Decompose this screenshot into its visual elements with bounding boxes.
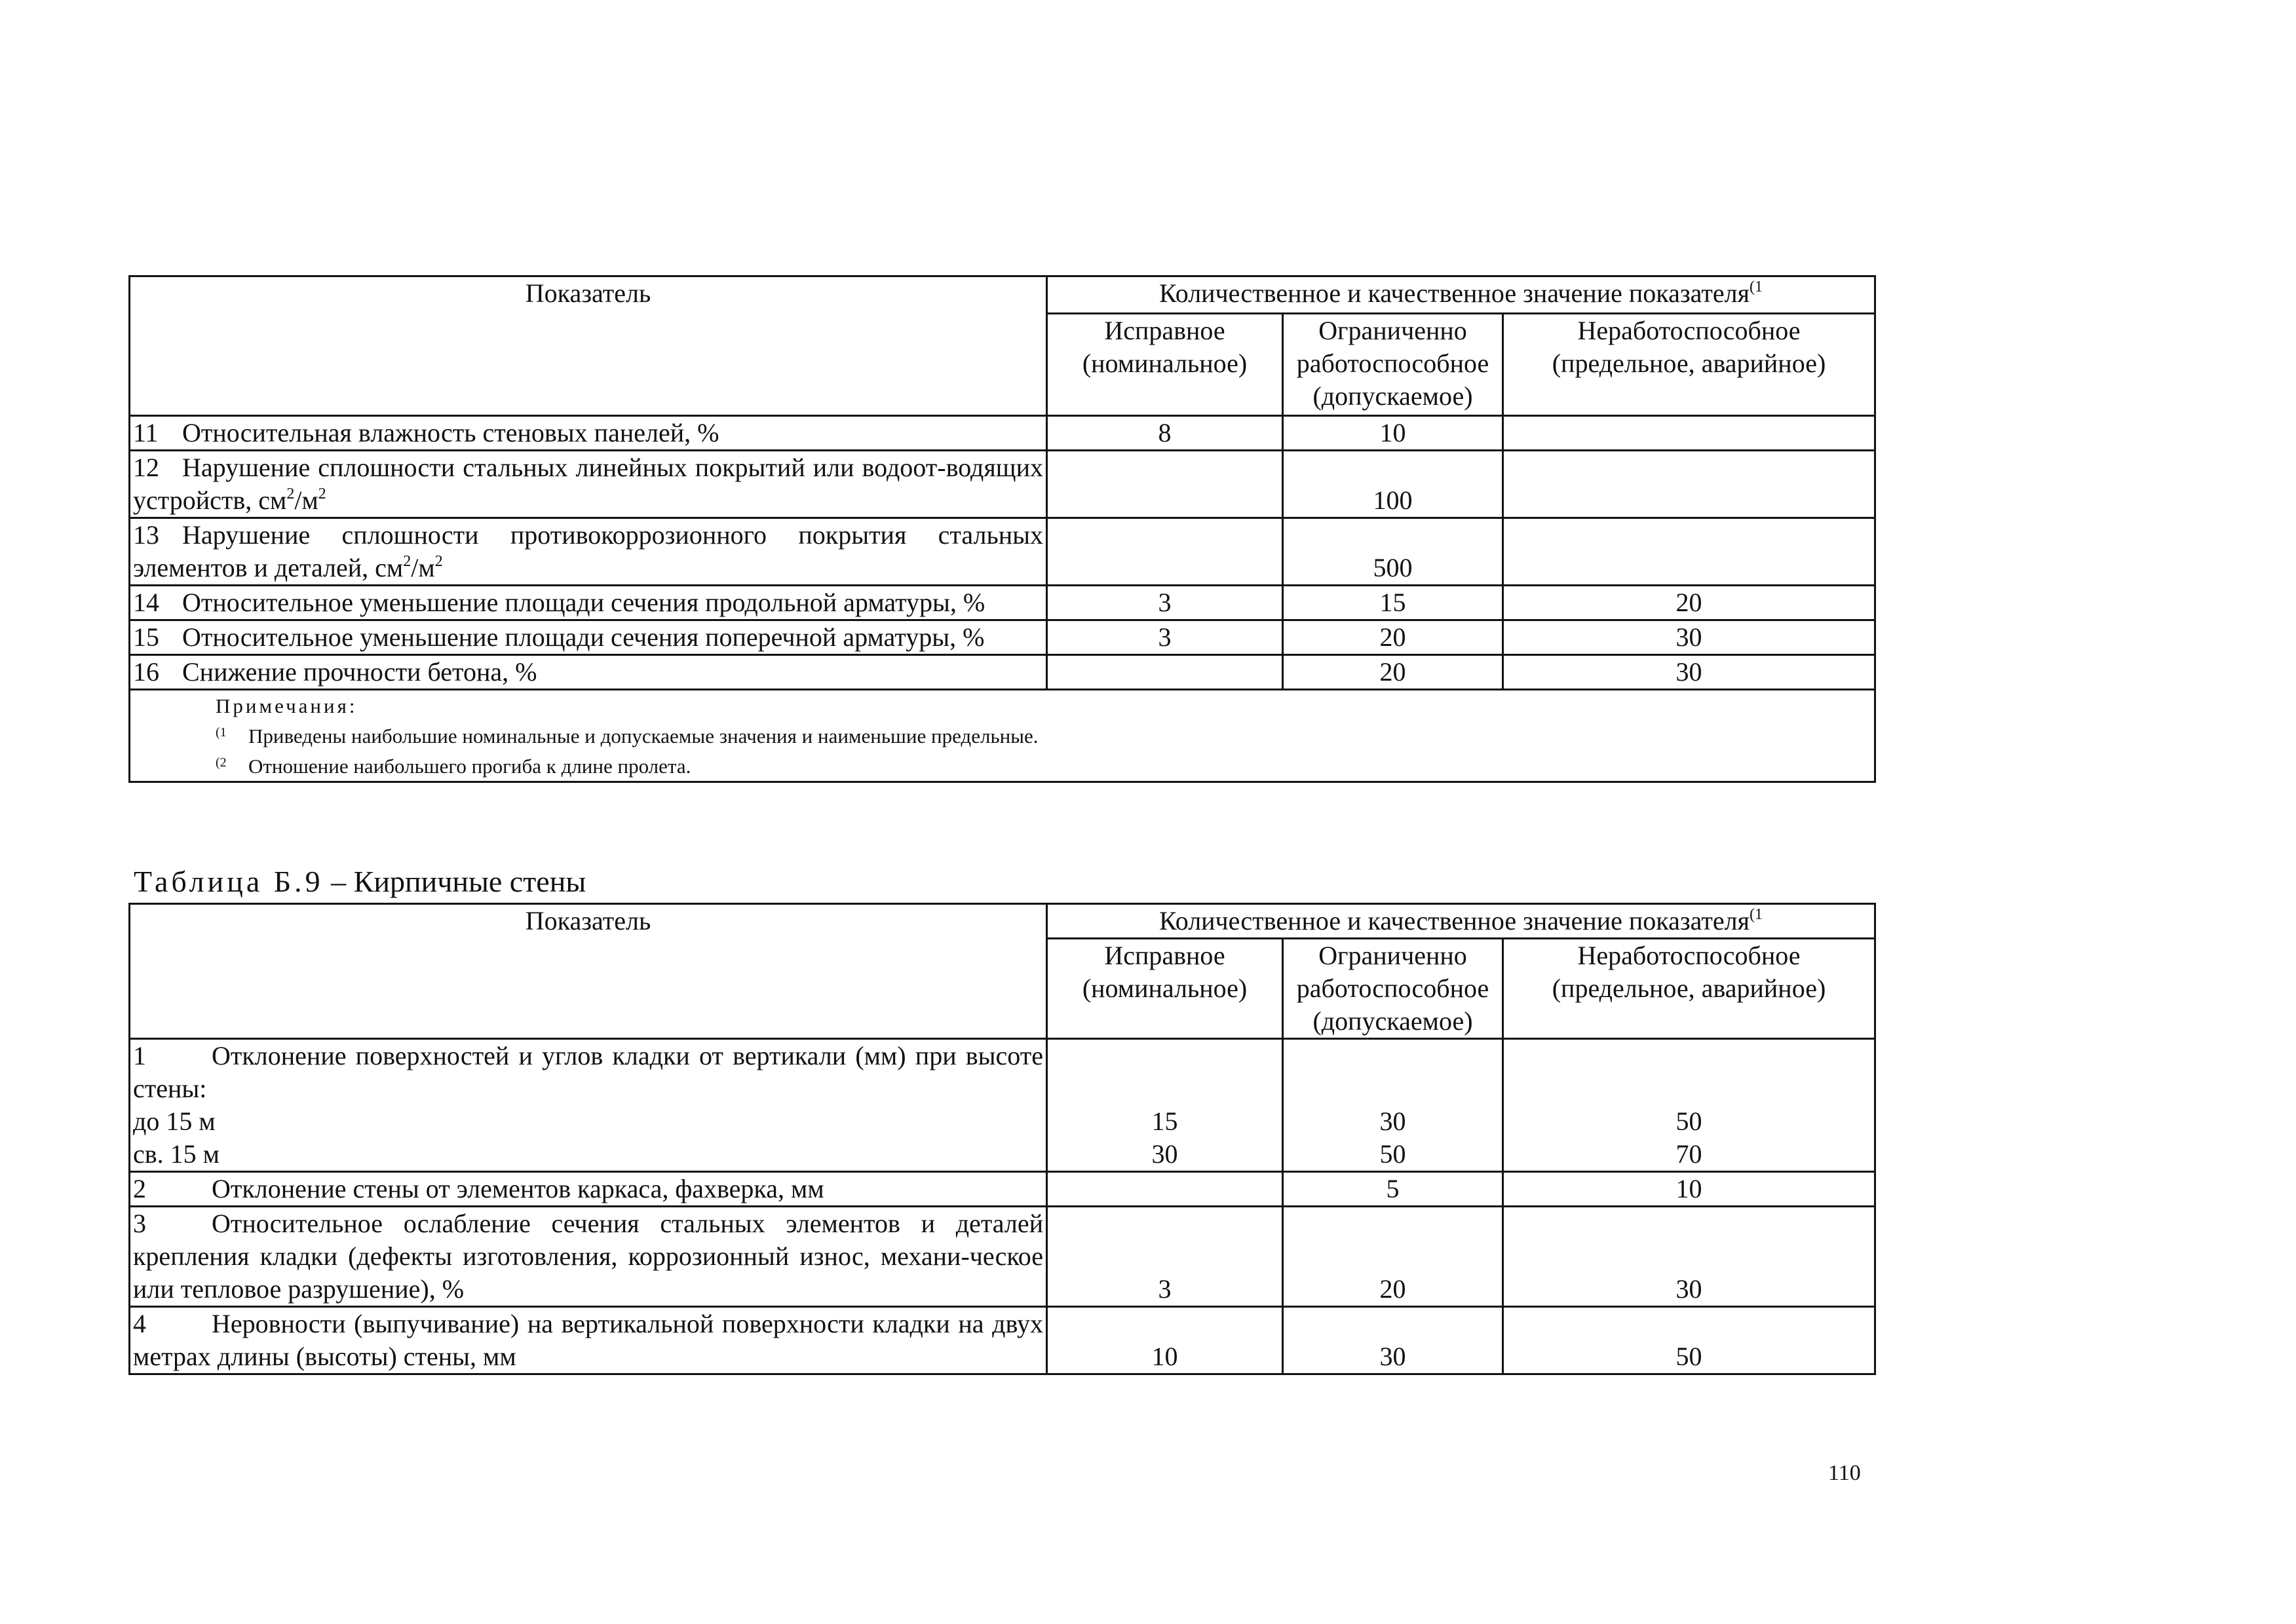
sub-item: до 15 м — [133, 1106, 216, 1136]
row-indicator: 12 Нарушение сплошности стальных линейных покрытий или водоот-водящих устройств, $см^2/м^2$ — [130, 451, 1047, 518]
table-brick-walls — [128, 903, 1876, 1375]
table-row — [130, 518, 1875, 586]
table-row — [130, 416, 1875, 451]
row-value-inoperable: 30 — [1503, 1207, 1875, 1307]
note-item: (2 Отношение наибольшего прогиба к длине пролета. — [216, 755, 691, 778]
header-inoperable: Неработоспособное (предельное, аварийное) — [1503, 314, 1875, 416]
row-value-limited: 15 — [1283, 586, 1503, 620]
table-row — [130, 1039, 1875, 1172]
row-value-limited: 100 — [1283, 451, 1503, 518]
header-serviceable: Исправное (номинальное) — [1047, 939, 1283, 1039]
header-limited: Ограниченно работоспособное (допускаемое) — [1283, 314, 1503, 416]
caption-title: – Кирпичные стены — [323, 865, 586, 898]
row-indicator: 3 Относительное ослабление сечения стальных элементов и деталей крепления кладки (дефекты изготовления, коррозионный износ, механи-ческое или тепловое разрушение), % — [130, 1207, 1047, 1307]
table-continuation — [128, 275, 1876, 783]
table-caption — [134, 863, 586, 900]
row-value-serviceable — [1047, 518, 1283, 586]
footnote-mark: (1 — [1749, 906, 1763, 923]
row-value-inoperable: 20 — [1503, 586, 1875, 620]
notes-heading: Примечания: — [216, 694, 358, 717]
header-inoperable: Неработоспособное (предельное, аварийное) — [1503, 939, 1875, 1039]
notes-row — [130, 690, 1875, 782]
row-value-limited: 30 — [1283, 1307, 1503, 1374]
header-serviceable: Исправное (номинальное) — [1047, 314, 1283, 416]
row-value-limited: 20 — [1283, 655, 1503, 690]
row-value-limited: 500 — [1283, 518, 1503, 586]
row-value-serviceable: 3 — [1047, 1207, 1283, 1307]
row-value-limited: 20 — [1283, 620, 1503, 655]
row-value-serviceable — [1047, 655, 1283, 690]
row-value-inoperable — [1503, 451, 1875, 518]
row-indicator: 15 Относительное уменьшение площади сечения поперечной арматуры, % — [130, 620, 1047, 655]
table-row — [130, 1207, 1875, 1307]
row-indicator: 4 Неровности (выпучивание) на вертикальной поверхности кладки на двух метрах длины (высоты) стены, мм — [130, 1307, 1047, 1374]
row-indicator: 1 Отклонение поверхностей и углов кладки от вертикали (мм) при высоте стены: до 15 м св. 15 м — [130, 1039, 1047, 1172]
header-indicator: Показатель — [130, 276, 1047, 416]
row-indicator: 13 Нарушение сплошности противокоррозионного покрытия стальных элементов и деталей, $см^2/м^2$ — [130, 518, 1047, 586]
row-indicator: 16 Снижение прочности бетона, % — [130, 655, 1047, 690]
row-indicator: 11 Относительная влажность стеновых панелей, % — [130, 416, 1047, 451]
row-value-inoperable: 10 — [1503, 1172, 1875, 1207]
row-value-limited: 10 — [1283, 416, 1503, 451]
row-value-limited: 5 — [1283, 1172, 1503, 1207]
header-indicator: Показатель — [130, 904, 1047, 1039]
row-value-inoperable: 30 — [1503, 620, 1875, 655]
footnote-mark: (1 — [1749, 278, 1763, 295]
table-row — [130, 1307, 1875, 1374]
row-indicator: 2 Отклонение стены от элементов каркаса, фахверка, мм — [130, 1172, 1047, 1207]
row-value-inoperable: 50 — [1503, 1307, 1875, 1374]
table-row — [130, 655, 1875, 690]
row-value-inoperable: 30 — [1503, 655, 1875, 690]
row-value-inoperable — [1503, 416, 1875, 451]
header-group — [1047, 904, 1875, 939]
row-value-inoperable: 50 70 — [1503, 1039, 1875, 1172]
row-value-serviceable: 10 — [1047, 1307, 1283, 1374]
row-value-serviceable: 8 — [1047, 416, 1283, 451]
note-item: (1 Приведены наибольшие номинальные и допускаемые значения и наименьшие предельные. — [216, 725, 1039, 747]
sub-item: св. 15 м — [133, 1139, 220, 1169]
header-group-text: Количественное и качественное значение показателя — [1159, 278, 1750, 308]
header-limited: Ограниченно работоспособное (допускаемое) — [1283, 939, 1503, 1039]
row-value-limited: 20 — [1283, 1207, 1503, 1307]
row-value-serviceable — [1047, 451, 1283, 518]
row-value-inoperable — [1503, 518, 1875, 586]
row-indicator: 14 Относительное уменьшение площади сечения продольной арматуры, % — [130, 586, 1047, 620]
table-notes — [130, 690, 1875, 782]
table-row — [130, 586, 1875, 620]
table-header-row — [130, 276, 1875, 314]
row-value-serviceable: 15 30 — [1047, 1039, 1283, 1172]
header-group — [1047, 276, 1875, 314]
row-value-serviceable: 3 — [1047, 620, 1283, 655]
table-header-row — [130, 904, 1875, 939]
table-row — [130, 1172, 1875, 1207]
table-row — [130, 620, 1875, 655]
header-group-text: Количественное и качественное значение показателя — [1159, 906, 1750, 935]
row-value-serviceable — [1047, 1172, 1283, 1207]
table-row — [130, 451, 1875, 518]
row-value-serviceable: 3 — [1047, 586, 1283, 620]
caption-label: Таблица Б.9 — [134, 865, 324, 898]
page-number: 110 — [1828, 1461, 1861, 1485]
row-value-limited: 30 50 — [1283, 1039, 1503, 1172]
